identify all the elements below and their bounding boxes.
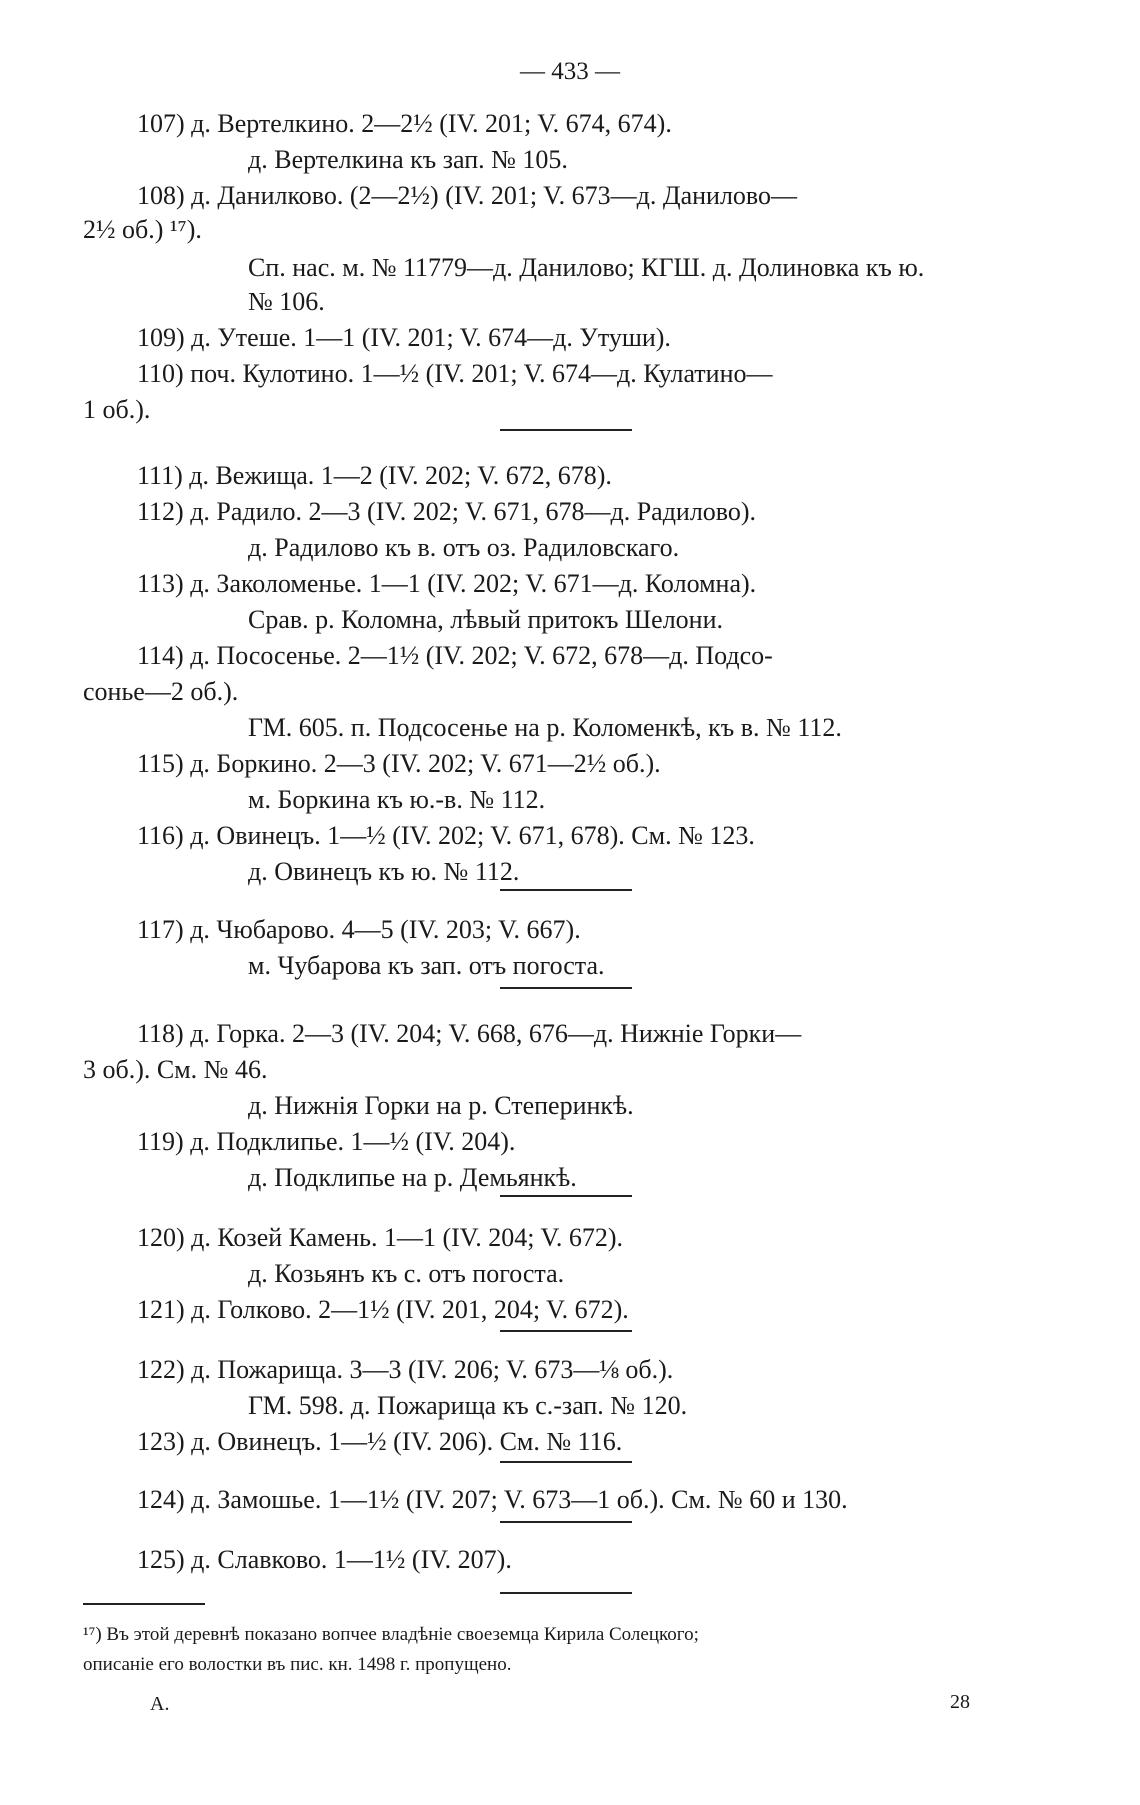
entry-line-l118c: д. Нижнія Горки на р. Степеринкѣ. — [248, 1091, 634, 1120]
entry-line-l110b: 1 об.). — [83, 395, 151, 424]
entry-line-l116a: 116) д. Овинецъ. 1—½ (IV. 202; V. 671, 678). См. № 123. — [137, 821, 755, 850]
sheet-number: 28 — [950, 1691, 970, 1713]
footnote-line-2: описаніе его волостки въ пис. кн. 1498 г. пропущено. — [83, 1654, 512, 1675]
entry-line-l119a: 119) д. Подклипье. 1—½ (IV. 204). — [137, 1127, 516, 1156]
entry-line-l117b: м. Чубарова къ зап. отъ погоста. — [248, 951, 605, 980]
entry-line-l115b: м. Боркина къ ю.-в. № 112. — [248, 785, 546, 814]
entry-line-l108b: 2½ об.) ¹⁷). — [83, 215, 202, 244]
entry-line-l114b: сонье—2 об.). — [83, 677, 239, 706]
section-divider — [500, 1195, 632, 1197]
entry-line-l116b: д. Овинецъ къ ю. № 112. — [248, 857, 520, 886]
entry-line-l119b: д. Подклипье на р. Демьянкѣ. — [248, 1163, 577, 1192]
entry-line-l109: 109) д. Утеше. 1—1 (IV. 201; V. 674—д. Утуши). — [137, 323, 671, 352]
entry-line-l120b: д. Козьянъ къ с. отъ погоста. — [248, 1259, 565, 1288]
entry-line-l108c: Сп. нас. м. № 11779—д. Данилово; КГШ. д. Долиновка къ ю. — [248, 253, 925, 282]
section-divider — [500, 1521, 632, 1523]
entry-line-l110a: 110) поч. Кулотино. 1—½ (IV. 201; V. 674—д. Кулатино— — [137, 359, 773, 388]
entry-line-l114a: 114) д. Пососенье. 2—1½ (IV. 202; V. 672, 678—д. Подсо- — [137, 641, 773, 670]
entry-line-l125: 125) д. Славково. 1—1½ (IV. 207). — [137, 1545, 512, 1574]
signature-mark: А. — [150, 1693, 170, 1715]
entry-line-l115a: 115) д. Боркино. 2—3 (IV. 202; V. 671—2½ об.). — [137, 749, 661, 778]
entry-line-l117a: 117) д. Чюбарово. 4—5 (IV. 203; V. 667). — [137, 915, 581, 944]
entry-line-l113a: 113) д. Заколоменье. 1—1 (IV. 202; V. 671—д. Коломна). — [137, 569, 757, 598]
entry-line-l122b: ГМ. 598. д. Пожарища къ с.-зап. № 120. — [248, 1391, 688, 1420]
entry-line-l118b: 3 об.). См. № 46. — [83, 1055, 268, 1084]
footnote-line-1: ¹⁷) Въ этой деревнѣ показано вопчее владѣніе своеземца Кирила Солецкого; — [83, 1624, 699, 1645]
entry-line-l118a: 118) д. Горка. 2—3 (IV. 204; V. 668, 676—д. Нижніе Горки— — [137, 1019, 802, 1048]
page-number: — 433 — — [520, 58, 620, 85]
section-divider — [500, 1461, 632, 1463]
section-divider — [500, 1592, 632, 1594]
entry-line-l107a: 107) д. Вертелкино. 2—2½ (IV. 201; V. 674, 674). — [137, 109, 672, 138]
entry-line-l123: 123) д. Овинецъ. 1—½ (IV. 206). См. № 116. — [137, 1427, 623, 1456]
entry-line-l122a: 122) д. Пожарища. 3—3 (IV. 206; V. 673—⅛ об.). — [137, 1355, 674, 1384]
section-divider — [500, 429, 632, 431]
entry-line-l111: 111) д. Вежища. 1—2 (IV. 202; V. 672, 678). — [137, 461, 612, 490]
entry-line-l108a: 108) д. Данилково. (2—2½) (IV. 201; V. 673—д. Данилово— — [137, 181, 798, 210]
entry-line-l113b: Срав. р. Коломна, лѣвый притокъ Шелони. — [248, 605, 723, 634]
section-divider — [500, 987, 632, 989]
section-divider — [500, 889, 632, 891]
entry-line-l120a: 120) д. Козей Камень. 1—1 (IV. 204; V. 672). — [137, 1223, 624, 1252]
entry-line-l108d: № 106. — [248, 287, 325, 316]
entry-line-l112a: 112) д. Радило. 2—3 (IV. 202; V. 671, 678—д. Радилово). — [137, 497, 757, 526]
entry-line-l107b: д. Вертелкина къ зап. № 105. — [248, 145, 568, 174]
footnote-rule — [83, 1603, 205, 1605]
entry-line-l124: 124) д. Замошье. 1—1½ (IV. 207; V. 673—1 об.). См. № 60 и 130. — [137, 1485, 848, 1514]
entry-line-l114c: ГМ. 605. п. Подсосенье на р. Коломенкѣ, къ в. № 112. — [248, 713, 842, 742]
entry-line-l121: 121) д. Голково. 2—1½ (IV. 201, 204; V. 672). — [137, 1295, 629, 1324]
entry-line-l112b: д. Радилово къ в. отъ оз. Радиловскаго. — [248, 533, 680, 562]
section-divider — [500, 1330, 632, 1332]
